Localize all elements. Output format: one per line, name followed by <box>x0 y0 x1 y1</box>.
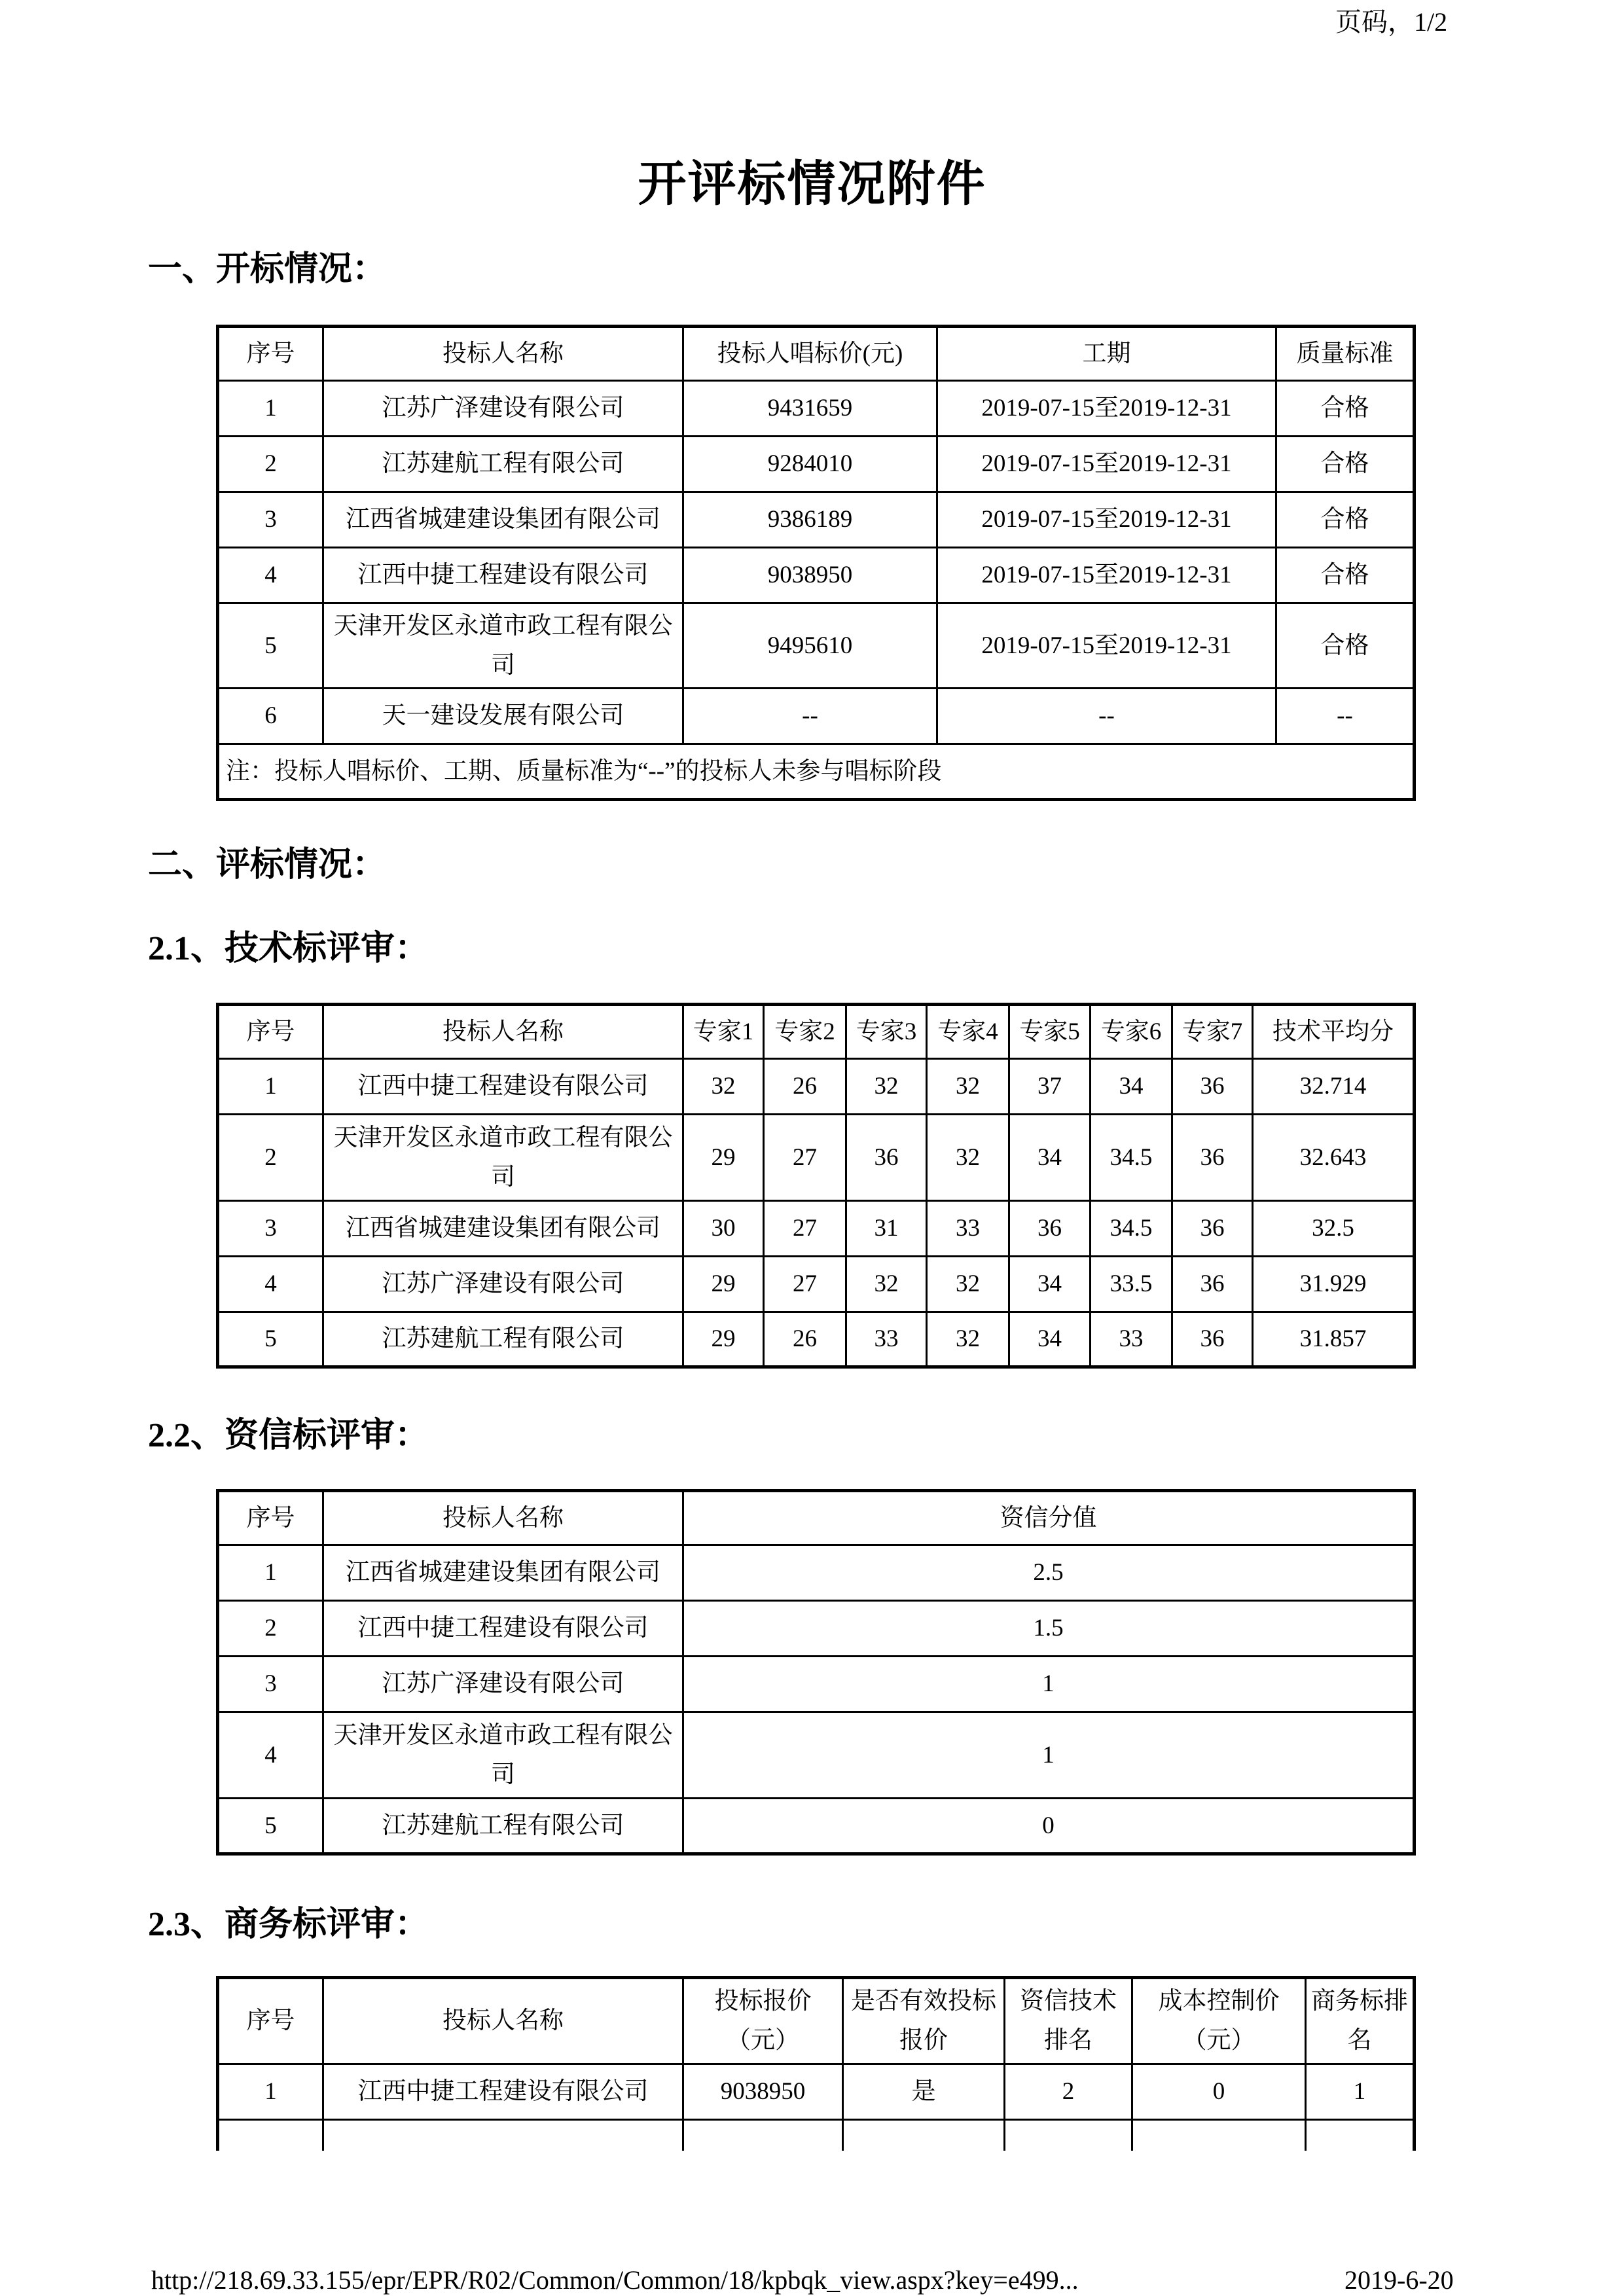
footer-url: http://218.69.33.155/epr/EPR/R02/Common/Common/18/kpbqk_view.aspx?key=e499... <box>151 2265 1079 2295</box>
table-cell: 2 <box>218 1601 323 1657</box>
table-row <box>218 689 1415 744</box>
commercial-review-table <box>216 1976 1416 2151</box>
table-cell: 27 <box>764 1257 846 1312</box>
table-cell: 是 <box>843 2064 1005 2120</box>
table-cell: 江西中捷工程建设有限公司 <box>323 1601 683 1657</box>
column-header: 专家2 <box>764 1005 846 1059</box>
section-heading-commercial-review: 2.3、商务标评审： <box>148 1906 429 1943</box>
table-cell: -- <box>683 689 937 744</box>
table-cell: 合格 <box>1276 437 1415 492</box>
page-number: 页码，1/2 <box>1335 7 1448 37</box>
table-cell: 江西中捷工程建设有限公司 <box>323 1059 683 1115</box>
column-header: 投标人名称 <box>323 1005 683 1059</box>
table-cell: 32 <box>927 1115 1009 1201</box>
table-cell: 3 <box>218 1657 323 1712</box>
table-cell: 江苏建航工程有限公司 <box>323 1799 683 1854</box>
table-cell: 33 <box>1091 1312 1172 1367</box>
table-cell: 2019-07-15至2019-12-31 <box>937 492 1276 548</box>
column-header: 序号 <box>218 1491 323 1545</box>
column-header: 技术平均分 <box>1253 1005 1415 1059</box>
table-cell <box>683 2120 843 2151</box>
table-cell: 32.5 <box>1253 1201 1415 1257</box>
table-cell: 江苏广泽建设有限公司 <box>323 1657 683 1712</box>
table-cell: 合格 <box>1276 603 1415 689</box>
column-header: 序号 <box>218 1978 323 2064</box>
table-cell: 9038950 <box>683 548 937 603</box>
credit-review-table <box>216 1489 1416 1856</box>
section-heading-evaluation: 二、评标情况： <box>148 846 387 884</box>
table-row <box>218 1312 1415 1367</box>
table-cell <box>1306 2120 1415 2151</box>
table-cell: -- <box>937 689 1276 744</box>
table-row <box>218 1201 1415 1257</box>
table-cell: 6 <box>218 689 323 744</box>
table-cell: 36 <box>1172 1201 1253 1257</box>
table-row <box>218 1545 1415 1601</box>
table-row <box>218 492 1415 548</box>
table-cell: 合格 <box>1276 548 1415 603</box>
table-cell: 9495610 <box>683 603 937 689</box>
column-header: 质量标准 <box>1276 327 1415 381</box>
table-cell: 1.5 <box>683 1601 1415 1657</box>
table-cell: 1 <box>218 1059 323 1115</box>
table-cell: 29 <box>683 1257 764 1312</box>
table-row <box>218 1601 1415 1657</box>
column-header: 资信分值 <box>683 1491 1415 1545</box>
table-cell: 2.5 <box>683 1545 1415 1601</box>
column-header: 投标人名称 <box>323 327 683 381</box>
table-cell: 1 <box>1306 2064 1415 2120</box>
table-cell: 5 <box>218 1312 323 1367</box>
column-header: 专家7 <box>1172 1005 1253 1059</box>
table-cell: 32.714 <box>1253 1059 1415 1115</box>
table-cell: 3 <box>218 1201 323 1257</box>
table-cell: 32 <box>927 1257 1009 1312</box>
table-cell: 5 <box>218 603 323 689</box>
column-header: 投标人名称 <box>323 1978 683 2064</box>
table-cell: 9431659 <box>683 381 937 437</box>
table-row <box>218 1115 1415 1201</box>
table-cell <box>843 2120 1005 2151</box>
table-header-row <box>218 327 1415 381</box>
table-cell: 34.5 <box>1091 1201 1172 1257</box>
table-row <box>218 437 1415 492</box>
table-cell: 33 <box>846 1312 927 1367</box>
table-cell: 天津开发区永道市政工程有限公司 <box>323 603 683 689</box>
table-cell: 36 <box>1172 1312 1253 1367</box>
table-cell: 天津开发区永道市政工程有限公司 <box>323 1115 683 1201</box>
bid-opening-table <box>216 325 1416 801</box>
table-cell: 0 <box>1132 2064 1306 2120</box>
table-cell: 27 <box>764 1115 846 1201</box>
table-cell: 9386189 <box>683 492 937 548</box>
column-header: 专家3 <box>846 1005 927 1059</box>
table-cell: 天津开发区永道市政工程有限公司 <box>323 1712 683 1799</box>
table-cell: 32 <box>927 1059 1009 1115</box>
table-cell: 江西省城建建设集团有限公司 <box>323 492 683 548</box>
table-cell: 2 <box>218 437 323 492</box>
table-cell: 32.643 <box>1253 1115 1415 1201</box>
table-cell: 36 <box>1172 1059 1253 1115</box>
table-cell: 合格 <box>1276 381 1415 437</box>
table-cell: -- <box>1276 689 1415 744</box>
table-row <box>218 1059 1415 1115</box>
table-cell: 天一建设发展有限公司 <box>323 689 683 744</box>
table-cell: 合格 <box>1276 492 1415 548</box>
table-header-row <box>218 1005 1415 1059</box>
table-cell: 江西中捷工程建设有限公司 <box>323 548 683 603</box>
table-cell: 2 <box>218 1115 323 1201</box>
table-cell: 2019-07-15至2019-12-31 <box>937 381 1276 437</box>
table-row <box>218 1257 1415 1312</box>
column-header: 资信技术排名 <box>1005 1978 1132 2064</box>
table-cell: 江西中捷工程建设有限公司 <box>323 2064 683 2120</box>
table-cell: 2019-07-15至2019-12-31 <box>937 603 1276 689</box>
column-header: 投标人名称 <box>323 1491 683 1545</box>
table-header-row <box>218 1491 1415 1545</box>
table-cell: 36 <box>1172 1115 1253 1201</box>
table-cell: 36 <box>1009 1201 1091 1257</box>
table-cell <box>1005 2120 1132 2151</box>
table-cell: 26 <box>764 1312 846 1367</box>
column-header: 专家5 <box>1009 1005 1091 1059</box>
table-row <box>218 1712 1415 1799</box>
commercial-review-table-clip <box>216 1976 1420 2151</box>
table-cell: 1 <box>218 1545 323 1601</box>
column-header: 投标报价（元） <box>683 1978 843 2064</box>
table-cell: 33.5 <box>1091 1257 1172 1312</box>
table-cell: 32 <box>927 1312 1009 1367</box>
table-cell: 34 <box>1009 1312 1091 1367</box>
table-cell: 27 <box>764 1201 846 1257</box>
table-cell: 32 <box>846 1059 927 1115</box>
table-cell: 3 <box>218 492 323 548</box>
table-cell: 34.5 <box>1091 1115 1172 1201</box>
table-cell: 1 <box>683 1657 1415 1712</box>
table-cell: 4 <box>218 1257 323 1312</box>
table-cell: 江西省城建建设集团有限公司 <box>323 1201 683 1257</box>
column-header: 商务标排名 <box>1306 1978 1415 2064</box>
table-cell: 1 <box>218 381 323 437</box>
table-cell <box>218 2120 323 2151</box>
table-row <box>218 548 1415 603</box>
footer-date: 2019-6-20 <box>1344 2265 1454 2295</box>
table-cell: 9038950 <box>683 2064 843 2120</box>
column-header: 成本控制价（元） <box>1132 1978 1306 2064</box>
table-note-row <box>218 744 1415 800</box>
table-cell: 31 <box>846 1201 927 1257</box>
table-cell: 1 <box>218 2064 323 2120</box>
table-cell: 2019-07-15至2019-12-31 <box>937 548 1276 603</box>
table-cell: 2 <box>1005 2064 1132 2120</box>
table-cell: 2019-07-15至2019-12-31 <box>937 437 1276 492</box>
table-cell: 33 <box>927 1201 1009 1257</box>
table-cell: 31.929 <box>1253 1257 1415 1312</box>
table-row <box>218 2064 1415 2120</box>
table-cell: 江苏建航工程有限公司 <box>323 437 683 492</box>
table-cell: 34 <box>1009 1257 1091 1312</box>
table-cell: 5 <box>218 1799 323 1854</box>
table-row <box>218 1799 1415 1854</box>
table-cell: 1 <box>683 1712 1415 1799</box>
section-heading-technical-review: 2.1、技术标评审： <box>148 930 429 967</box>
table-row <box>218 1657 1415 1712</box>
table-cell: 9284010 <box>683 437 937 492</box>
table-cell: 29 <box>683 1115 764 1201</box>
table-cell: 32 <box>683 1059 764 1115</box>
table-row <box>218 603 1415 689</box>
section-heading-credit-review: 2.2、资信标评审： <box>148 1417 429 1454</box>
column-header: 专家6 <box>1091 1005 1172 1059</box>
table-cell <box>323 2120 683 2151</box>
column-header: 专家1 <box>683 1005 764 1059</box>
table-row <box>218 381 1415 437</box>
page-title: 开评标情况附件 <box>638 158 986 211</box>
table-cell: 34 <box>1009 1115 1091 1201</box>
technical-review-table <box>216 1003 1416 1369</box>
column-header: 序号 <box>218 1005 323 1059</box>
table-cell: 江西省城建建设集团有限公司 <box>323 1545 683 1601</box>
table-note: 注：投标人唱标价、工期、质量标准为“--”的投标人未参与唱标阶段 <box>218 744 1415 800</box>
table-cell: 29 <box>683 1312 764 1367</box>
table-cell: 36 <box>1172 1257 1253 1312</box>
table-cell <box>1132 2120 1306 2151</box>
column-header: 投标人唱标价(元) <box>683 327 937 381</box>
table-cell: 31.857 <box>1253 1312 1415 1367</box>
table-cell: 26 <box>764 1059 846 1115</box>
table-cell: 34 <box>1091 1059 1172 1115</box>
table-cell: 江苏广泽建设有限公司 <box>323 381 683 437</box>
table-cell: 37 <box>1009 1059 1091 1115</box>
column-header: 工期 <box>937 327 1276 381</box>
table-cell: 30 <box>683 1201 764 1257</box>
table-header-row <box>218 1978 1415 2064</box>
table-row <box>218 2120 1415 2151</box>
column-header: 是否有效投标报价 <box>843 1978 1005 2064</box>
table-cell: 4 <box>218 1712 323 1799</box>
table-cell: 0 <box>683 1799 1415 1854</box>
table-cell: 36 <box>846 1115 927 1201</box>
table-cell: 32 <box>846 1257 927 1312</box>
column-header: 序号 <box>218 327 323 381</box>
section-heading-bid-opening: 一、开标情况： <box>148 251 387 288</box>
table-cell: 4 <box>218 548 323 603</box>
column-header: 专家4 <box>927 1005 1009 1059</box>
table-cell: 江苏广泽建设有限公司 <box>323 1257 683 1312</box>
table-cell: 江苏建航工程有限公司 <box>323 1312 683 1367</box>
